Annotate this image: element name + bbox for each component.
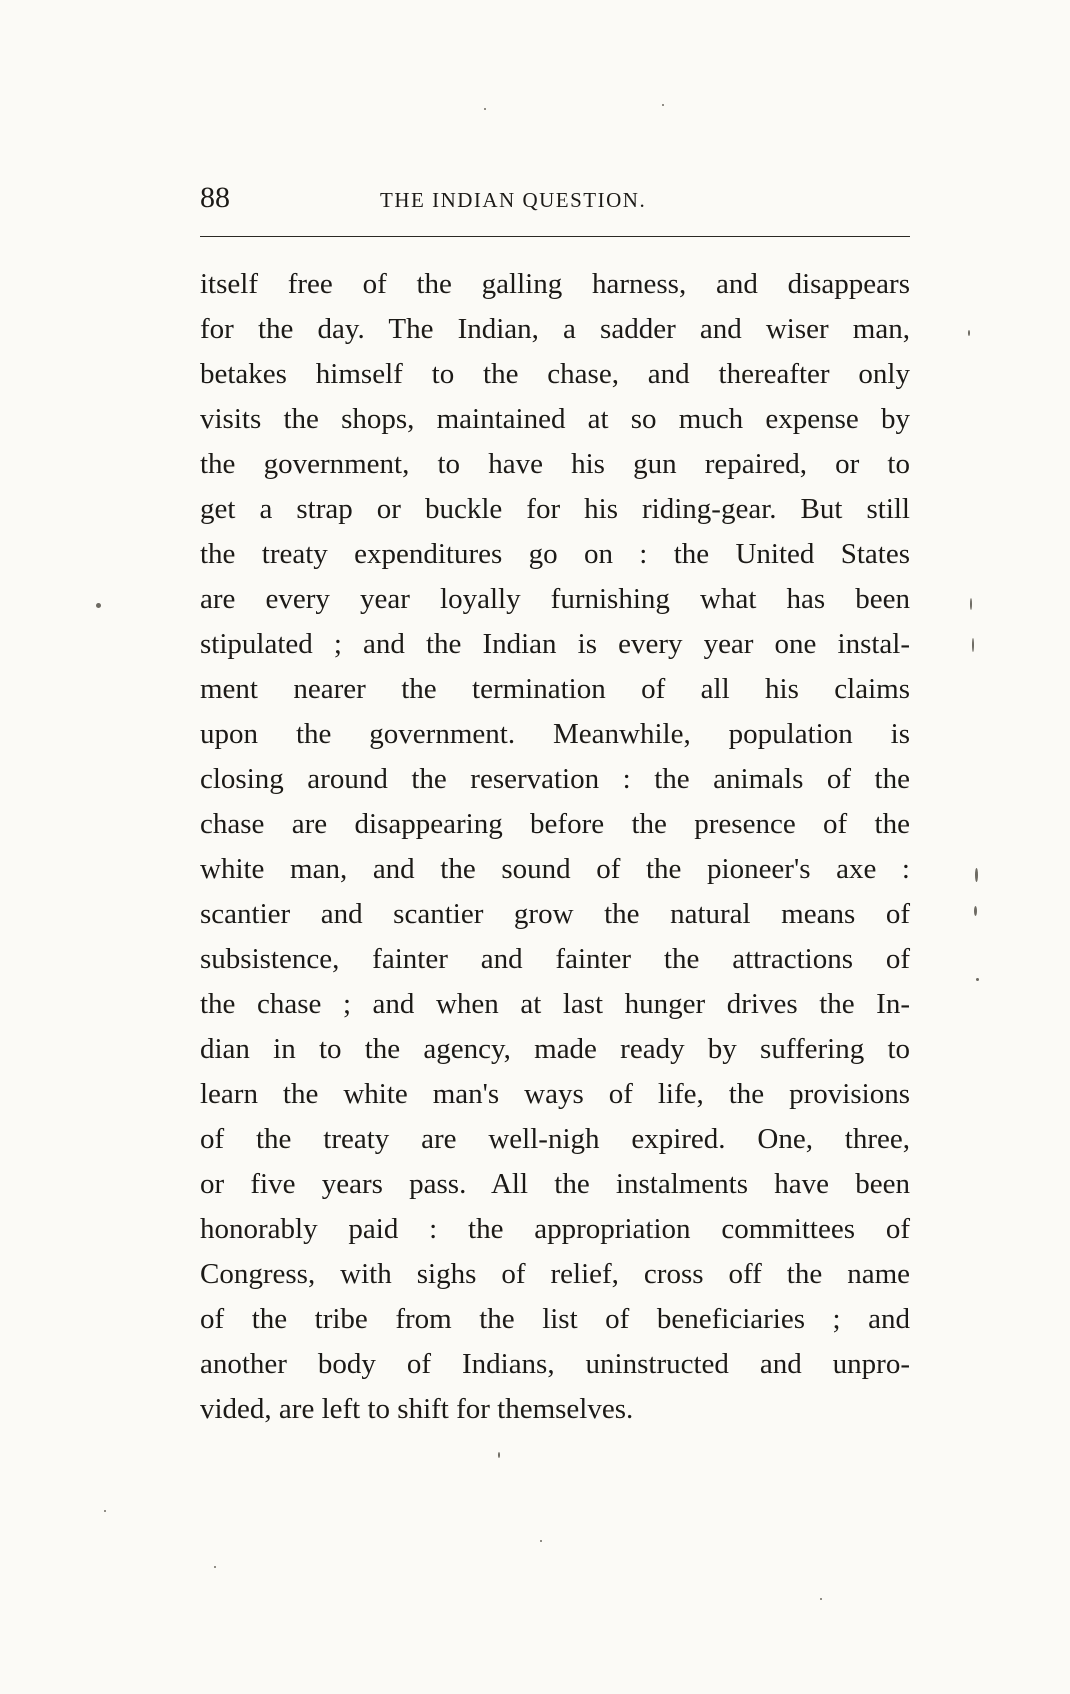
text-line: closing around the reservation : the animals of the <box>200 763 910 795</box>
text-line: chase are disappearing before the presence of the <box>200 808 910 840</box>
text-line: are every year loyally furnishing what has been <box>200 583 910 615</box>
text-line: visits the shops, maintained at so much expense by <box>200 403 910 435</box>
text-line: vided, are left to shift for themselves. <box>200 1393 634 1425</box>
paper-speck <box>214 1566 216 1568</box>
text-line: the government, to have his gun repaired, or to <box>200 448 910 480</box>
text-line: or five years pass. All the instalments have been <box>200 1168 910 1200</box>
text-line: Congress, with sighs of relief, cross off the name <box>200 1258 910 1290</box>
paper-speck <box>484 108 486 110</box>
paper-speck <box>820 1598 822 1600</box>
paper-speck <box>975 868 978 882</box>
running-title: THE INDIAN QUESTION. <box>380 188 647 212</box>
text-line: honorably paid : the appropriation committees of <box>200 1213 910 1245</box>
paper-speck <box>96 603 101 608</box>
page-header <box>200 178 910 218</box>
text-line: betakes himself to the chase, and thereafter only <box>200 358 910 390</box>
paper-speck <box>970 598 972 610</box>
paper-speck <box>974 906 977 916</box>
text-line: the treaty expenditures go on : the United States <box>200 538 910 570</box>
text-line: another body of Indians, uninstructed and unpro- <box>200 1348 910 1380</box>
text-line: for the day. The Indian, a sadder and wiser man, <box>200 313 910 345</box>
text-line: itself free of the galling harness, and disappears <box>200 268 910 300</box>
text-line: ment nearer the termination of all his claims <box>200 673 910 705</box>
text-line: scantier and scantier grow the natural means of <box>200 898 910 930</box>
paper-speck <box>104 1510 106 1512</box>
text-line: learn the white man's ways of life, the provisions <box>200 1078 910 1110</box>
text-line: of the treaty are well-nigh expired. One, three, <box>200 1123 910 1155</box>
text-line: upon the government. Meanwhile, population is <box>200 718 910 750</box>
page-number: 88 <box>200 181 230 214</box>
paper-speck <box>498 1452 500 1458</box>
body-paragraph <box>200 262 910 1432</box>
paper-speck <box>540 1540 542 1542</box>
text-line: of the tribe from the list of beneficiaries ; and <box>200 1303 910 1335</box>
text-line: subsistence, fainter and fainter the attractions of <box>200 943 910 975</box>
paper-speck <box>968 330 970 336</box>
paper-speck <box>976 978 979 981</box>
text-line: stipulated ; and the Indian is every year one instal- <box>200 628 910 660</box>
header-rule <box>200 236 910 237</box>
text-line: dian in to the agency, made ready by suffering to <box>200 1033 910 1065</box>
paper-speck <box>662 104 664 106</box>
text-line: the chase ; and when at last hunger drives the In- <box>200 988 910 1020</box>
paper-speck <box>972 638 974 652</box>
text-line: white man, and the sound of the pioneer's axe : <box>200 853 910 885</box>
text-line: get a strap or buckle for his riding-gear. But still <box>200 493 910 525</box>
